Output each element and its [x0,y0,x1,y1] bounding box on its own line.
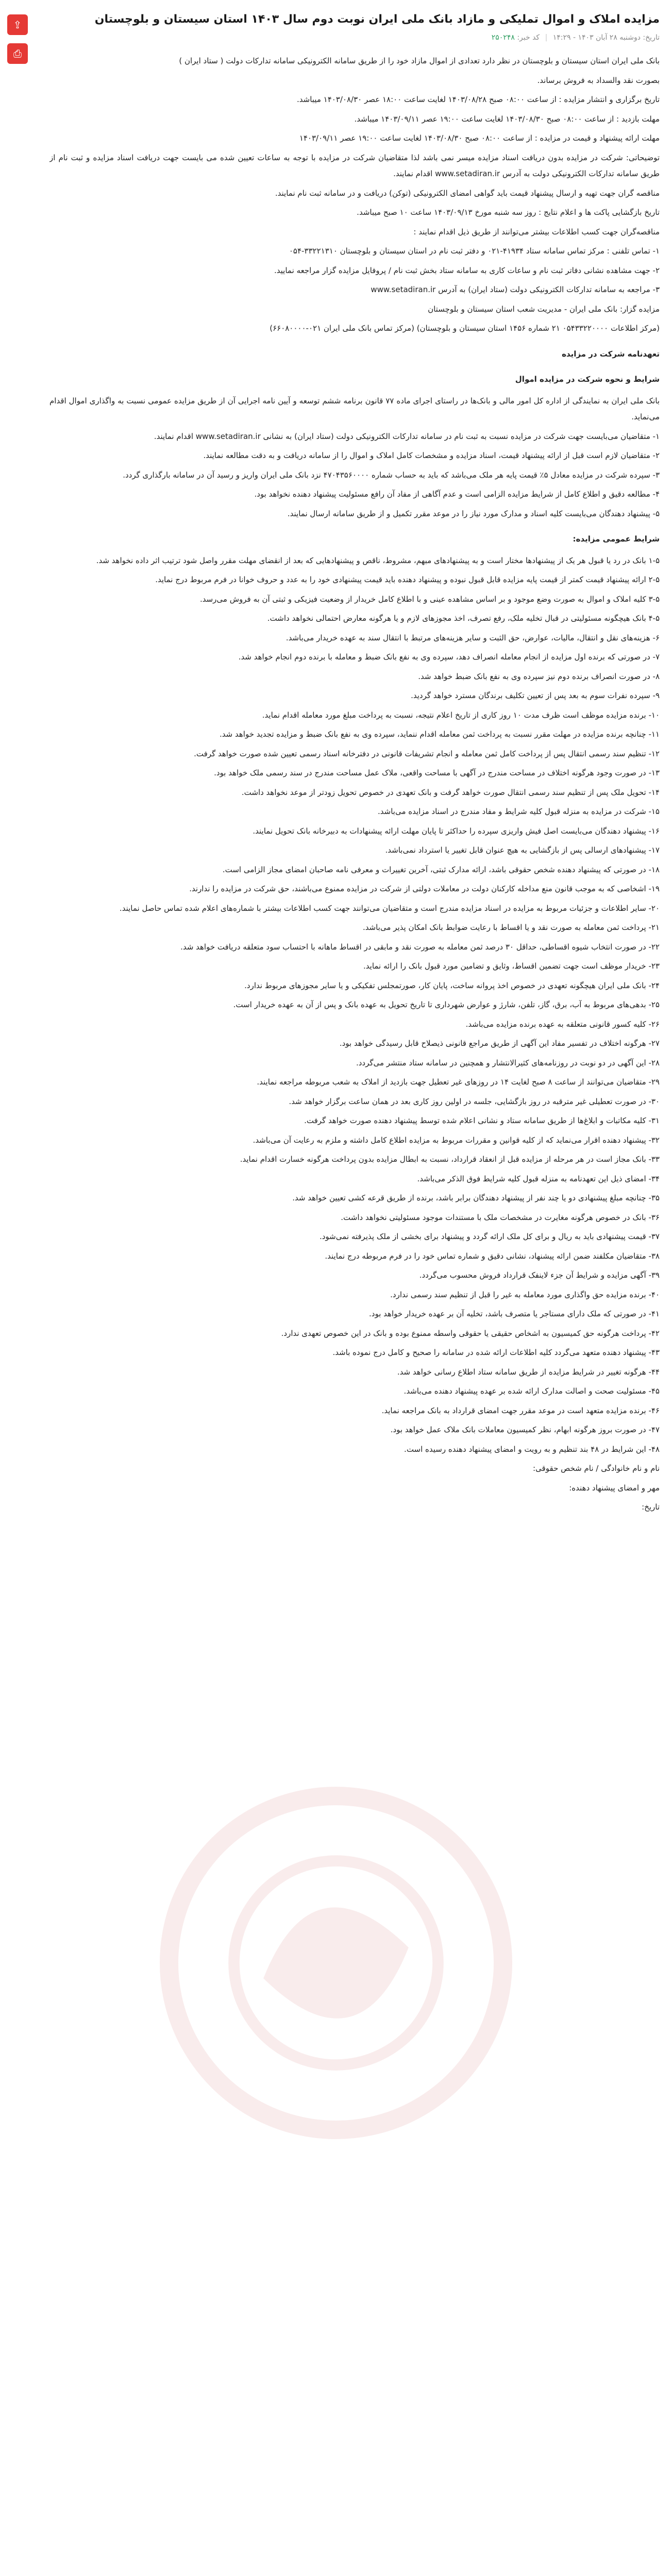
article-paragraph: ۳۶- بانک در خصوص هرگونه مغایرت در مشخصات ملک با مستندات موجود مسئولیتی نخواهد داشت. [341,1212,660,1222]
article-paragraph: ۳۰- در صورت تعطیلی غیر مترقبه در روز بازگشایی، جلسه در اولین روز کاری بعد در همان ساعت برگزار خواهد شد. [289,1096,660,1106]
article-paragraph: تاریخ: [642,1502,660,1512]
article-paragraph: ۱۱- چنانچه برنده مزایده در مهلت مقرر نسبت به پرداخت ثمن معامله اقدام ننماید، سپرده وی به نفع بانک ضبط و مزایده تجدید خواهد شد. [220,730,660,739]
article-paragraph: ۲-۵ ارائه پیشنهاد قیمت کمتر از قیمت پایه مزایده قابل قبول نبوده و پیشنهاد دهنده باید قیمت پیشنهادی خود را به عدد و حروف خوانا در فرم مربوط درج نماید. [155,575,660,585]
article-paragraph: ۲۵- بدهی‌های مربوط به آب، برق، گاز، تلفن، شارژ و عوارض شهرداری تا تاریخ تحویل به عهده بانک و پس از آن به عهده خریدار است. [233,1000,660,1010]
article-paragraph: ۳-۵ کلیه املاک و اموال به صورت وضع موجود و بر اساس مشاهده عینی و با اطلاع کامل خریدار از وضعیت فیزیکی و ثبتی آن به فروش می‌رسد. [199,594,660,604]
article-paragraph: ۴۷- در صورت بروز هرگونه ابهام، نظر کمیسیون معاملات بانک ملاک عمل خواهد بود. [390,1425,660,1435]
article-paragraph: ۳۵- چنانچه مبلغ پیشنهادی دو یا چند نفر از پیشنهاد دهندگان برابر باشد، برنده از طریق قرعه کشی تعیین خواهد شد. [292,1193,660,1203]
print-button[interactable]: ⎙ [7,43,28,64]
article-paragraph: ۴۱- در صورتی که ملک دارای مستاجر یا متصرف باشد، تخلیه آن بر عهده خریدار خواهد بود. [369,1309,660,1319]
article-paragraph: مهلت ارائه پیشنهاد و قیمت در مزایده : از ساعت ۰۸:۰۰ صبح ۱۴۰۳/۰۸/۳۰ لغایت ساعت ۱۹:۰۰ عصر ۱۴۰۳/۰۹/۱۱ [299,133,660,143]
article-meta [49,33,660,42]
article-paragraph: ۲۱- پرداخت ثمن معامله به صورت نقد و یا اقساط با رعایت ضوابط بانک امکان پذیر می‌باشد. [362,923,660,933]
section-heading: شرایط عمومی مزایده: [573,534,660,544]
article-paragraph: ۴۰- برنده مزایده حق واگذاری مورد معامله به غیر را قبل از تنظیم سند رسمی ندارد. [390,1290,660,1299]
article-paragraph: ۱۰- برنده مزایده موظف است ظرف مدت ۱۰ روز کاری از تاریخ اعلام نتیجه، نسبت به پرداخت مبلغ مورد معامله اقدام نماید. [262,710,660,720]
article-paragraph: ۲۷- هرگونه اختلاف در تفسیر مفاد این آگهی از طریق مراجع قانونی ذیصلاح قابل رسیدگی خواهد بود. [339,1039,660,1048]
article-date: تاریخ: دوشنبه ۲۸ آبان ۱۴۰۳ - ۱۴:۲۹ [552,33,660,42]
article-paragraph: ۴۵- مسئولیت صحت و اصالت مدارک ارائه شده بر عهده پیشنهاد دهنده می‌باشد. [404,1386,660,1396]
article-paragraph: ۳- سپرده شرکت در مزایده معادل ۵٪ قیمت پایه هر ملک می‌باشد که باید به حساب شماره ۴۷۰۴۳۵۶۰۰۰۰ نزد بانک ملی ایران واریز و رسید آن در سامانه بارگذاری گردد. [123,470,660,480]
article-paragraph: ۲۳- خریدار موظف است جهت تضمین اقساط، وثایق و تضامین مورد قبول بانک را ارائه نماید. [363,961,660,971]
article-paragraph: ۳۱- کلیه مکاتبات و ابلاغ‌ها از طریق سامانه ستاد و نشانی اعلام شده توسط پیشنهاد دهنده صورت خواهد گرفت. [304,1116,660,1126]
article-paragraph: مهر و امضای پیشنهاد دهنده: [569,1483,660,1493]
article-paragraph: بانک ملی ایران به نمایندگی از اداره کل امور مالی و بانک‌ها در راستای اجرای ماده ۷۷ قانون برنامه ششم توسعه و آیین نامه اجرایی آن از طریق مزایده عمومی نسبت به واگذاری اموال اقدام می‌نماید. [49,396,660,422]
article-paragraph: بانک ملی ایران استان سیستان و بلوچستان در نظر دارد تعدادی از اموال مازاد خود را از طریق سامانه الکترونیکی سامانه تدارکات دولت ( ستاد ایران ) [179,56,660,66]
article-paragraph: مناقصه گران جهت تهیه و ارسال پیشنهاد قیمت باید گواهی امضای الکترونیکی (توکن) دریافت و در سامانه ثبت نام نمایند. [275,188,660,198]
article-title: مزایده املاک و اموال تملیکی و مازاد بانک ملی ایران نوبت دوم سال ۱۴۰۳ استان سیستان و بلوچستان [94,13,660,26]
article-paragraph: مزایده گزار: بانک ملی ایران - مدیریت شعب استان سیستان و بلوچستان [428,304,660,314]
article-paragraph: ۴۴- هرگونه تغییر در شرایط مزایده از طریق سامانه ستاد اطلاع رسانی خواهد شد. [397,1367,660,1377]
article-paragraph: توضیحاتی: شرکت در مزایده بدون دریافت اسناد مزایده میسر نمی باشد لذا متقاضیان شرکت در مزایده با توجه به ساعات تعیین شده می بایست جهت دریافت اسناد مزایده و ثبت نام از طریق سامانه تدارکات الکترونیکی دولت به آدرس www.setadiran.ir اقدام نمایند. [49,152,660,179]
article-paragraph: ۳۴- امضای ذیل این تعهدنامه به منزله قبول کلیه شرایط فوق الذکر می‌باشد. [417,1174,660,1183]
article-paragraph: ۲۴- بانک ملی ایران هیچگونه تعهدی در خصوص اخذ پروانه ساخت، پایان کار، صورتمجلس تفکیکی و یا سایر مجوزهای مربوط ندارد. [244,980,660,990]
news-code: ۲۵۰۲۴۸ [491,33,515,42]
article [49,10,660,2576]
article-paragraph: ۲- متقاضیان لازم است قبل از ارائه پیشنهاد قیمت، اسناد مزایده و مشخصات کامل املاک و اموال را از سامانه دریافت و به دقت مطالعه نمایند. [203,451,660,461]
meta-separator: | [545,33,548,42]
article-paragraph: ۱۴- تحویل ملک پس از تنظیم سند رسمی انتقال صورت خواهد گرفت و بانک تعهدی در خصوص تحویل زودتر از موعد نخواهد داشت. [241,787,660,797]
side-toolbar [7,14,28,64]
article-paragraph: ۱-۵ بانک در رد یا قبول هر یک از پیشنهادها مختار است و به پیشنهادهای مبهم، مشروط، ناقص و پیشنهادهایی که بعد از انقضای مهلت مقرر واصل شود ترتیب اثر داده نخواهد شد. [96,555,660,565]
article-paragraph: ۷- در صورتی که برنده اول مزایده از انجام معامله انصراف دهد، سپرده وی به نفع بانک ضبط و معامله با برنده دوم انجام خواهد شد. [238,652,660,662]
article-paragraph: ۱۲- تنظیم سند رسمی انتقال پس از پرداخت کامل ثمن معامله و انجام تشریفات قانونی در دفترخانه اسناد رسمی تعیین شده صورت خواهد گرفت. [194,749,660,758]
article-paragraph: ۳۲- پیشنهاد دهنده اقرار می‌نماید که از کلیه قوانین و مقررات مربوط به مزایده اطلاع کامل داشته و ملزم به رعایت آن می‌باشد. [253,1135,660,1145]
article-paragraph: ۴- مطالعه دقیق و اطلاع کامل از شرایط مزایده الزامی است و عدم آگاهی از مفاد آن رافع مسئولیت پیشنهاد دهنده نخواهد بود. [254,489,660,499]
article-paragraph: ۴-۵ بانک هیچگونه مسئولیتی در قبال تخلیه ملک، رفع تصرف، اخذ مجوزهای لازم و یا هرگونه معارض احتمالی نخواهد داشت. [267,614,660,623]
article-paragraph: تاریخ بازگشایی پاکت ها و اعلام نتایج : روز سه شنبه مورخ ۱۴۰۳/۰۹/۱۳ ساعت ۱۰ صبح میباشد. [357,208,660,217]
article-paragraph: ۱- متقاضیان می‌بایست جهت شرکت در مزایده نسبت به ثبت نام در سامانه تدارکات الکترونیکی دولت (ستاد ایران) به نشانی www.setadiran.ir اقدام نمایند. [154,431,660,441]
article-paragraph: ۱۳- در صورت وجود هرگونه اختلاف در مساحت مندرج در آگهی با مساحت واقعی، ملاک عمل مساحت مندرج در سند رسمی ملک خواهد بود. [214,768,660,778]
section-heading: شرایط و نحوه شرکت در مزایده اموال [515,375,660,384]
article-paragraph: ۳۳- بانک مجاز است در هر مرحله از مزایده قبل از انعقاد قرارداد، نسبت به ابطال مزایده بدون پرداخت هرگونه خسارت اقدام نماید. [240,1155,660,1164]
article-body [49,53,660,1516]
article-paragraph: ۴۶- برنده مزایده متعهد است در موعد مقرر جهت امضای قرارداد به بانک مراجعه نماید. [381,1405,660,1415]
article-paragraph: ۲۶- کلیه کسور قانونی متعلقه به عهده برنده مزایده می‌باشد. [465,1019,660,1029]
article-paragraph: ۳۷- قیمت پیشنهادی باید به ریال و برای کل ملک ارائه گردد و پیشنهاد برای بخشی از ملک پذیرفته نمی‌شود. [319,1232,660,1242]
article-paragraph: مهلت بازدید : از ساعت ۰۸:۰۰ صبح ۱۴۰۳/۰۸/۳۰ لغایت ساعت ۱۹:۰۰ عصر ۱۴۰۳/۰۹/۱۱ میباشد. [354,114,660,124]
article-paragraph: ۱۷- پیشنهادهای ارسالی پس از بازگشایی به هیچ عنوان قابل تغییر یا استرداد نمی‌باشد. [385,845,660,855]
article-paragraph: ۹- سپرده نفرات سوم به بعد پس از تعیین تکلیف برندگان مسترد خواهد گردید. [411,691,660,701]
article-paragraph: بصورت نقد والسداد به فروش برساند. [537,75,660,85]
article-paragraph: ۱۹- اشخاصی که به موجب قانون منع مداخله کارکنان دولت در معاملات دولتی از شرکت در مزایده ممنوع می‌باشند، حق شرکت در مزایده را ندارند. [189,884,660,894]
article-paragraph: ۳۹- آگهی مزایده و شرایط آن جزء لاینفک قرارداد فروش محسوب می‌گردد. [419,1270,660,1280]
article-paragraph: ۴۳- پیشنهاد دهنده متعهد می‌گردد کلیه اطلاعات ارائه شده در سامانه را صحیح و کامل درج نموده باشد. [332,1348,660,1358]
article-paragraph: ۸- در صورت انصراف برنده دوم نیز سپرده وی به نفع بانک ضبط خواهد شد. [418,671,660,681]
article-paragraph: مناقصه‌گران جهت کسب اطلاعات بیشتر می‌توانند از طریق ذیل اقدام نمایند : [413,227,660,236]
article-paragraph: ۳۸- متقاضیان مکلفند ضمن ارائه پیشنهاد، نشانی دقیق و شماره تماس خود را در فرم مربوطه درج نمایند. [325,1251,660,1261]
article-paragraph: ۲۹- متقاضیان می‌توانند از ساعت ۸ صبح لغایت ۱۴ در روزهای غیر تعطیل جهت بازدید از املاک به شعب مربوطه مراجعه نمایند. [257,1077,660,1087]
article-paragraph: نام و نام خانوادگی / نام شخص حقوقی: [533,1464,660,1473]
article-paragraph: ۱۶- پیشنهاد دهندگان می‌بایست اصل فیش واریزی سپرده را حداکثر تا پایان مهلت ارائه پیشنهادات به دبیرخانه بانک تحویل نمایند. [253,826,660,836]
article-paragraph: ۶- هزینه‌های نقل و انتقال، مالیات، عوارض، حق الثبت و سایر هزینه‌های مرتبط با انتقال سند به عهده خریدار می‌باشد. [285,633,660,642]
article-paragraph: ۱- تماس تلفنی : مرکز تماس سامانه ستاد ۴۱۹۳۴-۰۲۱ و دفتر ثبت نام در استان سیستان و بلوچستان ۳۳۲۲۱۳۱۰-۰۵۴ [289,246,660,256]
article-paragraph: ۴۸- این شرایط در ۴۸ بند تنظیم و به رویت و امضای پیشنهاد دهنده رسیده است. [404,1444,660,1454]
article-paragraph: ۳- مراجعه به سامانه تدارکات الکترونیکی دولت (ستاد ایران) به آدرس www.setadiran.ir [371,285,660,295]
share-button[interactable]: ⇪ [7,14,28,35]
article-paragraph: ۱۵- شرکت در مزایده به منزله قبول کلیه شرایط و مفاد مندرج در اسناد مزایده می‌باشد. [378,807,660,817]
article-paragraph: (مرکز اطلاعات ۰۵۴۳۳۲۲۰۰۰۰ ۲۱ شماره ۱۴۵۶ استان سیستان و بلوچستان) (مرکز تماس بانک ملی ایران ۰۲۱-۶۶۰۸۰۰۰۰) [270,324,660,333]
article-paragraph: ۲- جهت مشاهده نشانی دفاتر ثبت نام و ساعات کاری به سامانه ستاد بخش ثبت نام / پروفایل مزایده گزار مراجعه نمایید. [274,265,660,275]
article-paragraph: ۲۲- در صورت انتخاب شیوه اقساطی، حداقل ۳۰ درصد ثمن معامله به صورت نقد و مابقی در اقساط ماهانه با احتساب سود متعلقه دریافت خواهد شد. [180,942,660,952]
article-paragraph: تاریخ برگزاری و انتشار مزایده : از ساعت ۰۸:۰۰ صبح ۱۴۰۳/۰۸/۲۸ لغایت ساعت ۱۸:۰۰ عصر ۱۴۰۳/۰۸/۳۰ میباشد. [297,95,660,105]
section-heading: تعهدنامه شرکت در مزایده [562,349,660,359]
article-paragraph: ۴۲- پرداخت هرگونه حق کمیسیون به اشخاص حقیقی یا حقوقی واسطه ممنوع بوده و بانک در این خصوص تعهدی ندارد. [281,1328,660,1338]
article-paragraph: ۲۰- سایر اطلاعات و جزئیات مربوط به مزایده در اسناد مزایده مندرج است و متقاضیان می‌توانند جهت کسب اطلاعات بیشتر با شماره‌های اعلام شده تماس حاصل نمایند. [119,903,660,913]
news-code-label: کد خبر: [517,33,540,42]
article-paragraph: ۱۸- در صورتی که پیشنهاد دهنده شخص حقوقی باشد، ارائه مدارک ثبتی، آخرین تغییرات و معرفی نامه صاحبان امضای مجاز الزامی است. [222,865,660,874]
article-paragraph: ۵- پیشنهاد دهندگان می‌بایست کلیه اسناد و مدارک مورد نیاز را در موعد مقرر تکمیل و از طریق سامانه ارسال نمایند. [287,509,660,518]
article-paragraph: ۲۸- این آگهی در دو نوبت در روزنامه‌های کثیرالانتشار و همچنین در سامانه ستاد منتشر می‌گردد. [356,1058,660,1067]
